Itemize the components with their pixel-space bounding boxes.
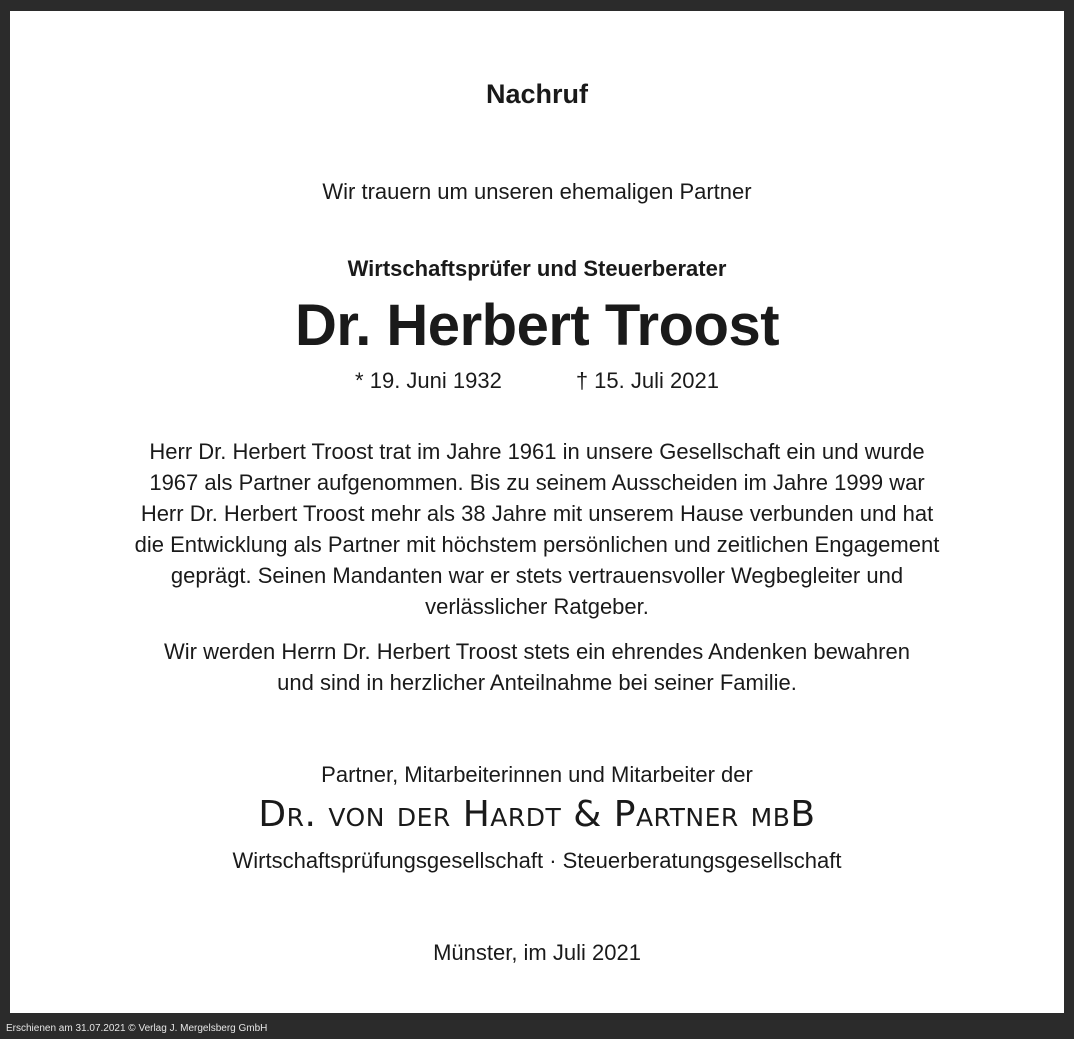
paragraph-line: und sind in herzlicher Anteilnahme bei seiner Familie. (277, 670, 797, 695)
obituary-notice (10, 11, 1064, 1013)
paragraph-line: geprägt. Seinen Mandanten war er stets vertrauensvoller Wegbegleiter und (170, 563, 904, 588)
profession-line: Wirtschaftsprüfer und Steuerberater (347, 256, 727, 281)
notice-heading: Nachruf (485, 79, 588, 109)
firm-name: Dr. von der Hardt & Partner mbB (258, 794, 816, 835)
deceased-name: Dr. Herbert Troost (294, 293, 780, 358)
birth-date: * 19. Juni 1932 (355, 368, 502, 393)
firm-subtitle: Wirtschaftsprüfungsgesellschaft · Steuerberatungsgesellschaft (232, 848, 842, 873)
death-date: † 15. Juli 2021 (575, 368, 719, 393)
paragraph-line: Herr Dr. Herbert Troost trat im Jahre 1961 in unsere Gesellschaft ein und wurde (149, 439, 925, 464)
life-dates (10, 368, 1064, 394)
paragraph-line: 1967 als Partner aufgenommen. Bis zu seinem Ausscheiden im Jahre 1999 war (149, 470, 925, 495)
intro-line: Wir trauern um unseren ehemaligen Partner (322, 179, 752, 204)
place-and-date: Münster, im Juli 2021 (433, 940, 641, 965)
publication-footer: Erschienen am 31.07.2021 © Verlag J. Mergelsberg GmbH (6, 1023, 268, 1034)
paragraph-line: die Entwicklung als Partner mit höchstem persönlichen und zeitlichen Engagement (134, 532, 940, 557)
paragraph-line: Herr Dr. Herbert Troost mehr als 38 Jahre mit unserem Hause verbunden und hat (140, 501, 934, 526)
tribute-paragraph (10, 436, 1064, 622)
signoff-line: Partner, Mitarbeiterinnen und Mitarbeiter der (321, 762, 753, 787)
paragraph-line: verlässlicher Ratgeber. (425, 594, 649, 619)
paragraph-line: Wir werden Herrn Dr. Herbert Troost stets ein ehrendes Andenken bewahren (164, 639, 910, 664)
remembrance-paragraph (10, 636, 1064, 698)
